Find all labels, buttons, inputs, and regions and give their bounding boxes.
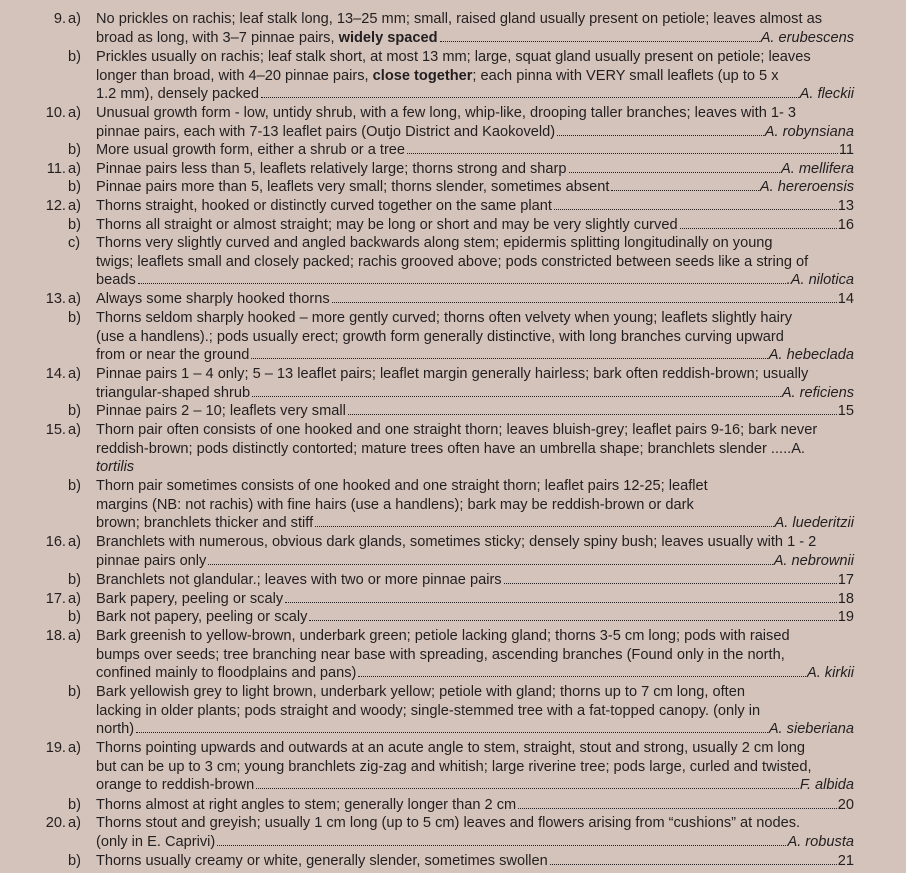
entry-text: More usual growth form, either a shrub or a tree [96,142,406,158]
option-letter: a) [68,534,81,550]
species-result: F. albida [799,777,854,794]
option-letter: b) [68,49,81,65]
leader-dots [504,583,837,584]
couplet-number: 13. [45,291,66,307]
leader-dots [285,602,837,603]
species-result: A. kirkii [806,665,854,682]
leader-dots [136,732,768,733]
entry-text: Thorns all straight or almost straight; may be long or short and may be very slightly curved [96,217,678,233]
entry-text: Branchlets not glandular.; leaves with two or more pinnae pairs [96,572,502,588]
couplet-reference: 15 [837,403,854,419]
couplet-number: 11. [46,161,66,177]
entry-text: Thorns stout and greyish; usually 1 cm long (up to 5 cm) leaves and flowers arising from “cushions” at nodes. [96,815,801,831]
species-result: A. sieberiana [768,721,854,738]
couplet-reference: 16 [837,217,854,233]
option-letter: b) [68,797,81,813]
entry-text: Pinnae pairs less than 5, leaflets relatively large; thorns strong and sharp [96,161,567,177]
entry-bold-text: widely spaced [338,29,438,46]
leader-dots [261,97,799,98]
entry-text: Thorns pointing upwards and outwards at an acute angle to stem, straight, stout and strong, usually 2 cm long [96,740,806,756]
entry-text: north) [96,721,135,738]
couplet-reference: 18 [837,591,854,607]
entry-text: orange to reddish-brown [96,777,255,794]
species-result: A. luederitzii [774,515,854,532]
entry-text: bumps over seeds; tree branching near base with spreading, ascending branches (Found only in the north, [96,646,785,663]
couplet-reference: 17 [837,572,854,588]
option-letter: a) [68,11,81,27]
couplet-reference: 19 [837,609,854,625]
option-letter: a) [68,161,81,177]
option-letter: b) [68,572,81,588]
species-result: A. reficiens [781,384,854,401]
option-letter: a) [68,291,81,307]
entry-text: Always some sharply hooked thorns [96,291,330,307]
leader-dots [680,228,837,229]
option-letter: b) [68,478,81,494]
entry-text: (use a handlens).; pods usually erect; growth form generally distinctive, with long branches curving upward [96,328,784,345]
leader-dots [518,808,837,809]
option-letter: b) [68,142,81,158]
species-result: tortilis [96,459,135,476]
leader-dots [138,283,786,284]
couplet-reference: 14 [837,291,854,307]
entry-text: Bark greenish to yellow-brown, underbark green; petiole lacking gland; thorns 3-5 cm long; pods with raised [96,628,790,644]
entry-text: Branchlets with numerous, obvious dark glands, sometimes sticky; densely spiny bush; leaves usually with 1 - 2 [96,534,817,550]
couplet-number: 15. [45,422,66,438]
leader-dots [550,864,837,865]
option-letter: a) [68,198,81,214]
entry-text: confined mainly to floodplains and pans) [96,665,357,682]
leader-dots [332,302,837,303]
leader-dots [554,209,837,210]
species-result: A. hebeclada [768,347,854,364]
leader-dots [309,620,836,621]
entry-text: Thorns straight, hooked or distinctly curved together on the same plant [96,198,552,214]
entry-text: pinnae pairs only [96,552,207,569]
leader-dots [348,414,837,415]
entry-text: ; each pinna with VERY small leaflets (up to 5 x [472,67,779,84]
leader-dots [251,358,767,359]
option-letter: b) [68,684,81,700]
entry-text: Pinnae pairs 1 – 4 only; 5 – 13 leaflet pairs; leaflet margin generally hairless; bark often reddish-brown; usually [96,366,809,382]
entry-text: Bark not papery, peeling or scaly [96,609,308,625]
entry-text: Pinnae pairs 2 – 10; leaflets very small [96,403,346,419]
couplet-number: 19. [45,740,66,756]
species-result: A. fleckii [799,86,854,103]
couplet-number: 16. [45,534,66,550]
leader-dots [358,676,806,677]
leader-dots [569,172,780,173]
couplet-reference: 13 [837,198,854,214]
leader-dots [315,526,773,527]
leader-dots [407,153,838,154]
leader-dots [611,190,758,191]
species-result: A. nebrownii [773,552,854,569]
leader-dots [557,135,764,136]
entry-text: Unusual growth form - low, untidy shrub, with a few long, whip-like, drooping taller branches; leaves with 1- 3 [96,105,797,121]
couplet-reference: 21 [837,853,854,869]
option-letter: b) [68,217,81,233]
option-letter: b) [68,310,81,326]
entry-text: margins (NB: not rachis) with fine hairs (use a handlens); bark may be reddish-brown or dark [96,496,694,513]
leader-dots [440,41,760,42]
entry-text: reddish-brown; pods distinctly contorted; mature trees often have an umbrella shape; branchlets slender .....A. [96,440,805,457]
entry-text: No prickles on rachis; leaf stalk long, 13–25 mm; small, raised gland usually present on petiole; leaves almost as [96,11,822,27]
species-result: A. mellifera [781,161,854,177]
couplet-number: 18. [45,628,66,644]
option-letter: a) [68,422,81,438]
option-letter: a) [68,105,81,121]
couplet-reference: 11 [838,142,854,158]
option-letter: a) [68,740,81,756]
entry-text: Thorns almost at right angles to stem; generally longer than 2 cm [96,797,517,813]
leader-dots [208,564,772,565]
couplet-number: 14. [45,366,66,382]
couplet-number: 10. [45,105,66,121]
entry-text: Thorn pair sometimes consists of one hooked and one straight thorn; leaflet pairs 12-25; leaflet [96,478,708,494]
entry-bold-text: close together [372,67,473,84]
entry-text: triangular-shaped shrub [96,384,251,401]
option-letter: a) [68,591,81,607]
entry-text: Thorns seldom sharply hooked – more gently curved; thorns often velvety when young; leaflets slightly hairy [96,310,792,326]
option-letter: b) [68,853,81,869]
option-letter: a) [68,366,81,382]
option-letter: c) [68,235,81,251]
option-letter: b) [68,403,81,419]
entry-text: Thorns very slightly curved and angled backwards along stem; epidermis splitting longitudinally on young [96,235,773,251]
species-result: A. robusta [787,833,854,850]
couplet-number: 20. [45,815,66,831]
entry-text: Thorn pair often consists of one hooked and one straight thorn; leaves bluish-grey; leaflet pairs 9-16; bark never [96,422,818,438]
entry-text: 1.2 mm), densely packed [96,86,260,103]
option-letter: a) [68,815,81,831]
species-result: A. erubescens [760,29,854,46]
entry-text: longer than broad, with 4–20 pinnae pairs, [96,67,369,84]
leader-dots [217,845,786,846]
option-letter: b) [68,179,81,195]
couplet-reference: 20 [837,797,854,813]
entry-text: brown; branchlets thicker and stiff [96,515,314,532]
entry-text: Pinnae pairs more than 5, leaflets very small; thorns slender, sometimes absent [96,179,610,195]
entry-text: lacking in older plants; pods straight and woody; single-stemmed tree with a fat-topped canopy. (only in [96,702,761,719]
entry-text: Bark yellowish grey to light brown, underbark yellow; petiole with gland; thorns up to 7 cm long, often [96,684,745,700]
entry-text: (only in E. Caprivi) [96,833,216,850]
entry-text: pinnae pairs, each with 7-13 leaflet pairs (Outjo District and Kaokoveld) [96,123,556,140]
couplet-number: 9. [53,11,66,27]
option-letter: a) [68,628,81,644]
species-result: A. hereroensis [759,179,854,195]
leader-dots [252,396,781,397]
entry-text: twigs; leaflets small and closely packed; rachis grooved above; pods constricted between seeds like a string of [96,253,809,270]
option-letter: b) [68,609,81,625]
couplet-number: 12. [45,198,66,214]
entry-text: beads [96,272,136,289]
couplet-number: 17. [45,591,66,607]
entry-text: Prickles usually on rachis; leaf stalk short, at most 13 mm; large, squat gland usually present on petiole; leaves [96,49,811,65]
entry-text: Thorns usually creamy or white, generally slender, sometimes swollen [96,853,548,869]
entry-text: from or near the ground [96,347,250,364]
species-result: A. robynsiana [764,123,854,140]
leader-dots [256,788,799,789]
entry-text: Bark papery, peeling or scaly [96,591,284,607]
entry-text: but can be up to 3 cm; young branchlets zig-zag and whitish; large riverine tree; pods large, curled and twisted, [96,758,812,775]
species-result: .A. nilotica [786,272,854,289]
entry-text: broad as long, with 3–7 pinnae pairs, [96,29,335,46]
